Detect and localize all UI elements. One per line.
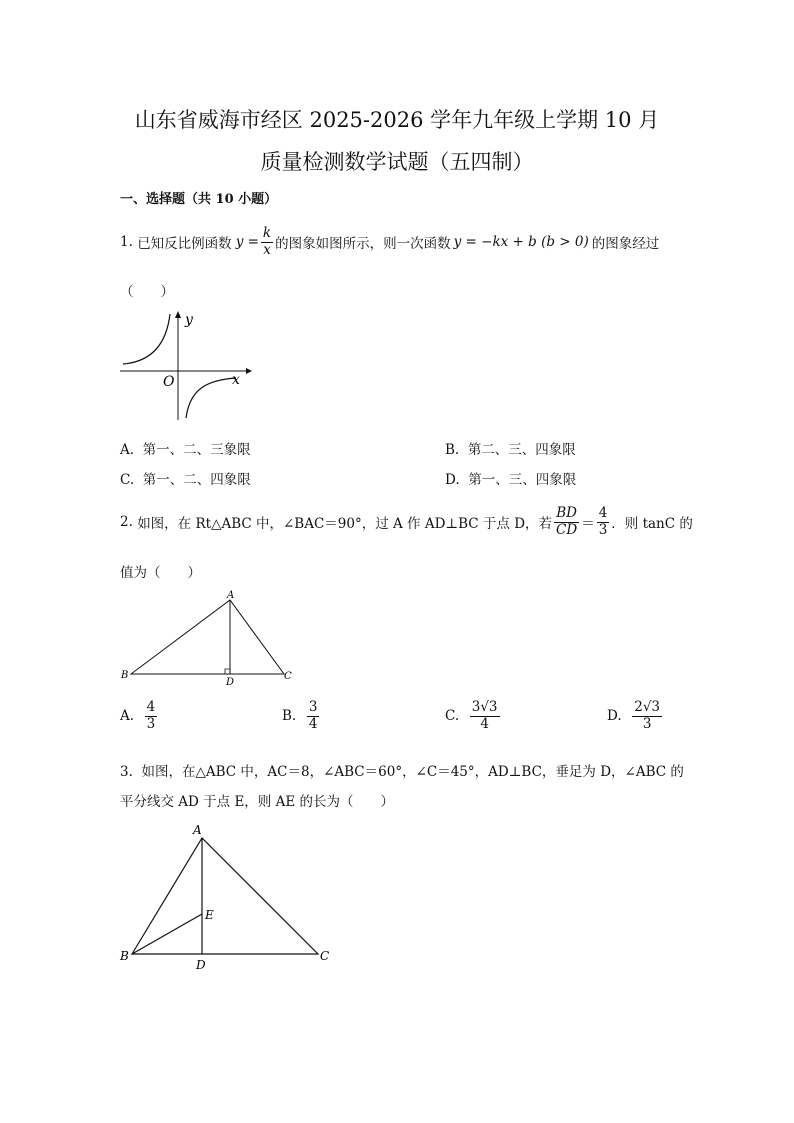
q2-option-b[interactable] (282, 700, 321, 732)
q2-option-b-den: 4 (308, 715, 318, 732)
q2-option-a[interactable] (120, 700, 159, 732)
q2-option-c[interactable] (445, 700, 502, 732)
q1-y-arrow (175, 311, 181, 318)
q2-option-d-den: 3 (642, 715, 652, 732)
q1-option-b-text: 第二、三、四象限 (467, 442, 576, 458)
q2-option-d-fraction (632, 700, 662, 732)
q1-text-post: 的图象经过 (591, 236, 660, 252)
q2-triangle-abc (131, 600, 284, 674)
q2-label-b: B (121, 670, 129, 681)
q2-number: 2. (120, 514, 133, 530)
q3-label-c: C (320, 949, 330, 963)
q1-formula1-lhs: y = (235, 234, 259, 250)
q1-curve-branch-2 (123, 314, 170, 364)
q2-option-a-letter: A. (120, 708, 135, 725)
q1-option-a-text: 第一、二、三象限 (142, 442, 251, 458)
q1-paren: （ ） (120, 284, 174, 300)
question-3 (120, 760, 684, 780)
q1-y-label: y (185, 312, 193, 328)
q1-origin-label: O (163, 374, 175, 390)
q1-curve-branch-4 (186, 378, 236, 418)
q2-text3: 值为（ ） (120, 565, 201, 581)
q3-label-e: E (205, 908, 214, 922)
q1-option-d-text: 第一、三、四象限 (468, 472, 577, 488)
section-header: 一、选择题（共 10 小题） (120, 192, 278, 207)
question-2 (120, 502, 693, 542)
q3-label-b: B (120, 949, 129, 963)
q1-text-pre: 已知反比例函数 (137, 236, 232, 252)
q3-triangle-abc (132, 838, 318, 954)
q2-option-d-num: 2√3 (634, 699, 661, 715)
q1-text-mid: 的图象如图所示，则一次函数 (275, 236, 451, 252)
q2-text2: ．则 tanC 的 (611, 516, 693, 532)
q2-frac-right (597, 506, 610, 538)
q2-option-a-den: 3 (146, 715, 156, 732)
q2-option-d[interactable] (607, 700, 664, 732)
question-1 (120, 222, 659, 262)
q1-option-d[interactable] (445, 468, 576, 488)
q2-option-c-num: 3√3 (471, 699, 498, 715)
q2-equals: ＝ (581, 516, 595, 532)
q3-number: 3. (120, 764, 133, 780)
q2-label-a: A (227, 590, 235, 601)
q1-option-d-letter: D. (445, 472, 460, 488)
q2-label-c: C (284, 671, 292, 682)
q2-option-a-fraction (145, 700, 158, 732)
q2-right-angle-mark (225, 669, 230, 674)
q2-option-b-num: 3 (308, 699, 318, 715)
q2-frac-left-den: CD (556, 521, 578, 538)
q1-formula2: y = −kx + b (b > 0) (453, 234, 589, 250)
q1-option-a-letter: A. (120, 442, 135, 458)
q2-frac-left-num: BD (556, 504, 577, 521)
q3-line1: 如图，在△ABC 中，AC＝8，∠ABC＝60°，∠C＝45°，AD⊥BC，垂足为 D，∠ABC 的 (141, 764, 684, 780)
q1-option-c[interactable] (120, 468, 251, 488)
q2-option-b-letter: B. (282, 708, 297, 725)
q3-figure (118, 820, 338, 970)
q3-label-a: A (193, 823, 202, 837)
page-title-line1: 山东省威海市经区 2025-2026 学年九年级上学期 10 月 (134, 108, 660, 132)
q3-label-d: D (196, 958, 206, 970)
q1-formula1-fraction (261, 226, 273, 258)
q1-option-b-letter: B. (445, 442, 460, 458)
q2-option-a-num: 4 (146, 699, 156, 715)
q2-option-c-fraction (470, 700, 500, 732)
q2-frac-left (554, 506, 579, 538)
page-title-line2: 质量检测数学试题（五四制） (260, 150, 534, 174)
q2-frac-right-den: 3 (598, 521, 608, 538)
q1-x-arrow (246, 368, 252, 374)
q3-line2: 平分线交 AD 于点 E，则 AE 的长为（ ） (120, 794, 394, 810)
q2-text1: 如图，在 Rt△ABC 中，∠BAC＝90°，过 A 作 AD⊥BC 于点 D，若 (137, 516, 553, 532)
q1-option-c-text: 第一、二、四象限 (142, 472, 251, 488)
q1-formula1-num: k (262, 224, 272, 241)
q2-option-c-letter: C. (445, 708, 460, 725)
q2-option-d-letter: D. (607, 708, 622, 725)
q2-label-d: D (226, 677, 235, 688)
q3-bisector-be (132, 914, 202, 954)
q1-x-label: x (232, 372, 240, 388)
q2-figure (118, 588, 298, 688)
q2-option-b-fraction (307, 700, 320, 732)
q1-graph (118, 308, 258, 426)
q1-option-a[interactable] (120, 438, 251, 458)
q2-frac-right-num: 4 (598, 504, 608, 521)
q2-option-c-den: 4 (480, 715, 489, 732)
q1-number: 1. (120, 234, 133, 250)
q1-formula1-den: x (263, 241, 271, 258)
q1-option-c-letter: C. (120, 472, 135, 488)
q1-option-b[interactable] (445, 438, 576, 458)
